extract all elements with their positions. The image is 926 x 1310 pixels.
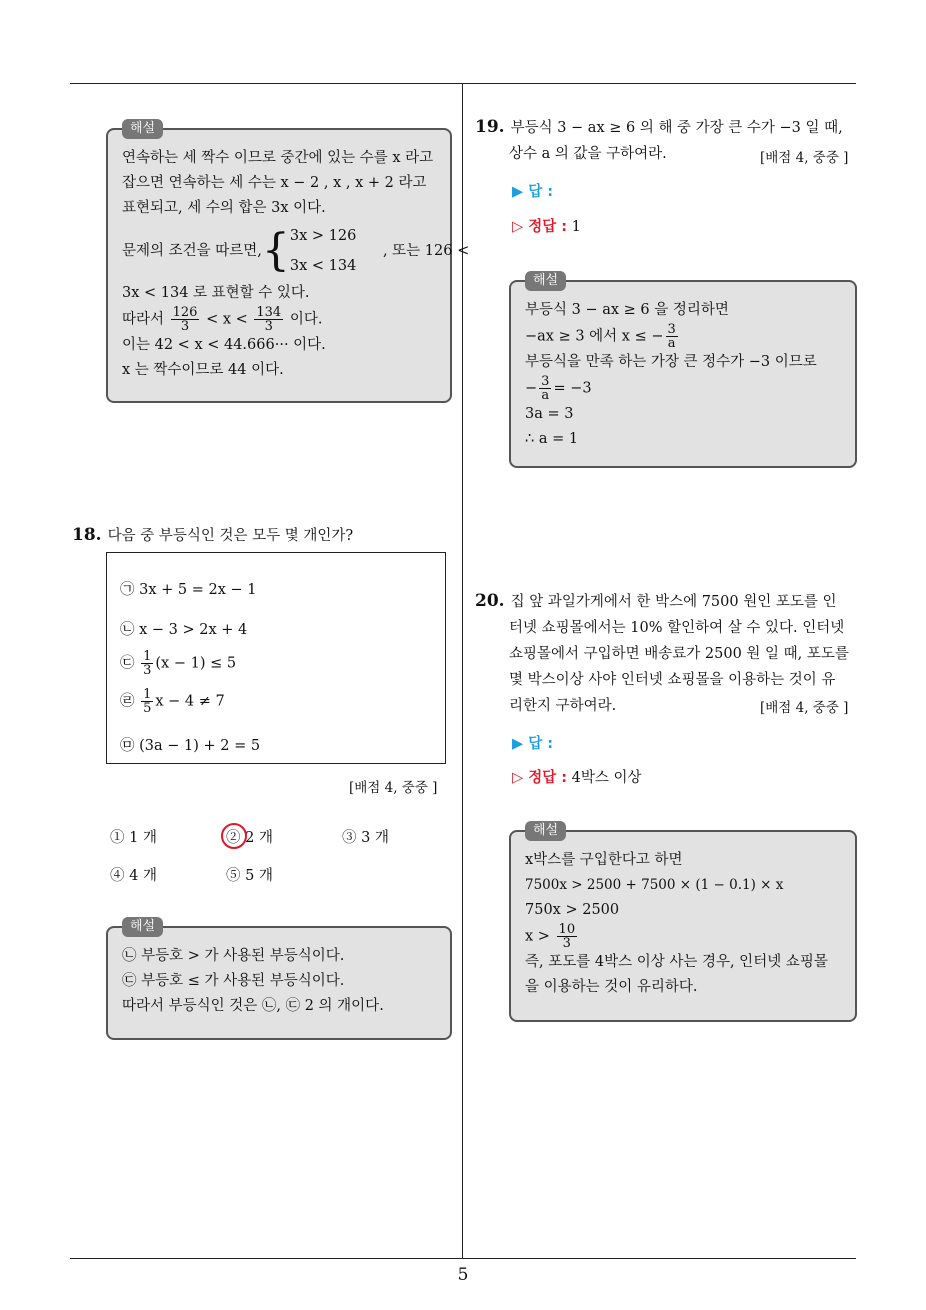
sol17-line1: 연속하는 세 짝수 이므로 중간에 있는 수를 x 라고 [122, 150, 434, 166]
option-5: ㉤ (3a − 1) + 2 = 5 [120, 738, 261, 754]
correct-answer-19 [512, 215, 581, 236]
sol17-line6-post: 이다. [289, 311, 323, 328]
sol17-line6-pre: 따라서 [122, 311, 165, 328]
fraction-134-3 [254, 306, 283, 333]
correct-label: ▷ 정답 : [512, 770, 568, 786]
solution-20-box [509, 823, 857, 1022]
option-expression: x − 4 ≠ 7 [155, 693, 225, 710]
sol17-line8: x 는 짝수이므로 44 이다. [122, 362, 284, 378]
sol17-line6-mid: < x < [206, 311, 248, 328]
denominator: 3 [562, 936, 571, 951]
question-line-3: 쇼핑몰에서 구입하면 배송료가 2500 원 일 때, 포도를 [509, 646, 849, 662]
score-18: [배점 4, 중중 ] [349, 780, 438, 796]
question-number: 20. [475, 591, 505, 611]
sol19-line5: 3a = 3 [525, 406, 574, 422]
question-line-4: 몇 박스이상 사야 인터넷 쇼핑몰을 이용하는 것이 유 [509, 672, 836, 688]
sol19-line6: ∴ a = 1 [525, 431, 579, 447]
selected-answer-circle [221, 823, 247, 849]
option-4 [120, 688, 225, 715]
numerator: 1 [143, 687, 152, 702]
choice-2[interactable]: ② 2 개 [226, 830, 273, 846]
solution-tag: 해설 [525, 271, 566, 291]
solution-19-box [509, 273, 857, 468]
fraction-3-a [666, 323, 678, 350]
bottom-rule [70, 1258, 856, 1259]
sol19-line4-rest: = −3 [553, 380, 592, 397]
fraction-126-3 [171, 306, 200, 333]
solution-17-box [106, 121, 470, 403]
solution-tag: 해설 [122, 917, 163, 937]
sol20-line2: 7500x > 2500 + 7500 × (1 − 0.1) × x [525, 877, 784, 893]
correct-answer-20 [512, 766, 642, 787]
sol19-line4 [525, 375, 841, 402]
denominator: a [541, 388, 550, 403]
option-3 [120, 650, 236, 677]
denominator: 3 [180, 319, 190, 334]
sol20-line6: 을 이용하는 것이 유리하다. [525, 979, 698, 995]
sol19-line2 [525, 323, 841, 350]
column-divider [462, 84, 463, 1259]
score-19: [배점 4, 중중 ] [760, 150, 849, 166]
numerator: 134 [256, 305, 282, 320]
sol20-line4 [525, 923, 841, 950]
sol20-line4-text: x > [525, 928, 550, 945]
sol18-line2: ㉢ 부등호 ≤ 가 사용된 부등식이다. [122, 973, 345, 989]
question-number: 19. [475, 117, 505, 137]
choice-4[interactable]: ④ 4 개 [110, 868, 157, 884]
denominator: 5 [143, 701, 152, 716]
page-number: 5 [457, 1265, 469, 1285]
question-18 [72, 522, 353, 549]
denominator: 3 [143, 663, 152, 678]
choice-5[interactable]: ⑤ 5 개 [226, 868, 273, 884]
numerator: 3 [541, 374, 550, 389]
question-line-2: 터넷 쇼핑몰에서는 10% 할인하여 살 수 있다. 인터넷 [509, 620, 845, 636]
option-expression: (x − 1) ≤ 5 [155, 655, 237, 672]
answer-label-19: ▶ 답 : [512, 184, 554, 200]
denominator: a [667, 336, 676, 351]
question-text: 다음 중 부등식인 것은 모두 몇 개인가? [107, 528, 354, 544]
sol18-line1: ㉡ 부등호 > 가 사용된 부등식이다. [122, 948, 345, 964]
denominator: 3 [264, 319, 273, 334]
minus-sign: − [525, 380, 538, 397]
fraction-1-5 [141, 688, 153, 715]
correct-label: ▷ 정답 : [512, 219, 568, 235]
choice-1[interactable]: ① 1 개 [110, 830, 157, 846]
question-line-5: 리한지 구하여라. [509, 698, 617, 714]
sol18-line3: 따라서 부등식인 것은 ㉡, ㉢ 2 의 개이다. [122, 998, 384, 1014]
sol19-line3: 부등식을 만족 하는 가장 큰 정수가 −3 이므로 [525, 354, 817, 370]
numerator: 10 [558, 922, 576, 937]
correct-value: 4박스 이상 [571, 770, 642, 786]
sol17-line7: 이는 42 < x < 44.666··· 이다. [122, 337, 326, 353]
score-20: [배점 4, 중중 ] [760, 700, 849, 716]
sol19-line1: 부등식 3 − ax ≥ 6 을 정리하면 [525, 302, 729, 318]
question-line-1: 집 앞 과일가게에서 한 박스에 7500 원인 포도를 인 [510, 594, 837, 610]
top-rule [70, 83, 856, 84]
question-line-1: 부등식 3 − ax ≥ 6 의 해 중 가장 큰 수가 −3 일 때, [510, 120, 843, 136]
sol17-line3: 표현되고, 세 수의 합은 3x 이다. [122, 200, 326, 216]
option-2: ㉡ x − 3 > 2x + 4 [120, 622, 248, 638]
system-row-1: 3x > 126 [289, 228, 357, 244]
question-number: 18. [72, 525, 102, 545]
solution-tag: 해설 [122, 119, 163, 139]
sol17-line5: 3x < 134 로 표현할 수 있다. [122, 285, 310, 301]
sol17-line4-post: , 또는 126 < [382, 243, 470, 259]
sol17-line2: 잡으면 연속하는 세 수는 x − 2 , x , x + 2 라고 [122, 175, 427, 191]
fraction-1-3 [141, 650, 153, 677]
numerator: 3 [667, 322, 676, 337]
solution-tag: 해설 [525, 821, 566, 841]
inequality-system [290, 221, 356, 281]
numerator: 126 [172, 305, 198, 320]
option-marker: ㉣ [120, 693, 135, 710]
numerator: 1 [143, 649, 152, 664]
option-marker: ㉢ [120, 655, 135, 672]
sol20-line1: x박스를 구입한다고 하면 [525, 852, 683, 868]
solution-18-box [106, 919, 452, 1040]
sol17-line4 [122, 221, 470, 281]
fraction-10-3 [557, 923, 578, 950]
answer-label-20: ▶ 답 : [512, 736, 554, 752]
sol17-line6 [122, 306, 436, 333]
sol19-line2-text: −ax ≥ 3 에서 x ≤ − [525, 328, 664, 345]
correct-value: 1 [571, 219, 581, 235]
question-line-2: 상수 a 의 값을 구하여라. [509, 146, 667, 162]
sol20-line3: 750x > 2500 [525, 902, 620, 918]
sol17-line4-pre: 문제의 조건을 따르면, [122, 243, 262, 259]
choice-3[interactable]: ③ 3 개 [342, 830, 389, 846]
sol20-line5: 즉, 포도를 4박스 이상 사는 경우, 인터넷 쇼핑몰 [525, 954, 828, 970]
option-1: ㉠ 3x + 5 = 2x − 1 [120, 582, 257, 598]
fraction-3-a [539, 375, 551, 402]
system-row-2: 3x < 134 [289, 258, 357, 274]
brace-symbol: { [261, 225, 290, 276]
